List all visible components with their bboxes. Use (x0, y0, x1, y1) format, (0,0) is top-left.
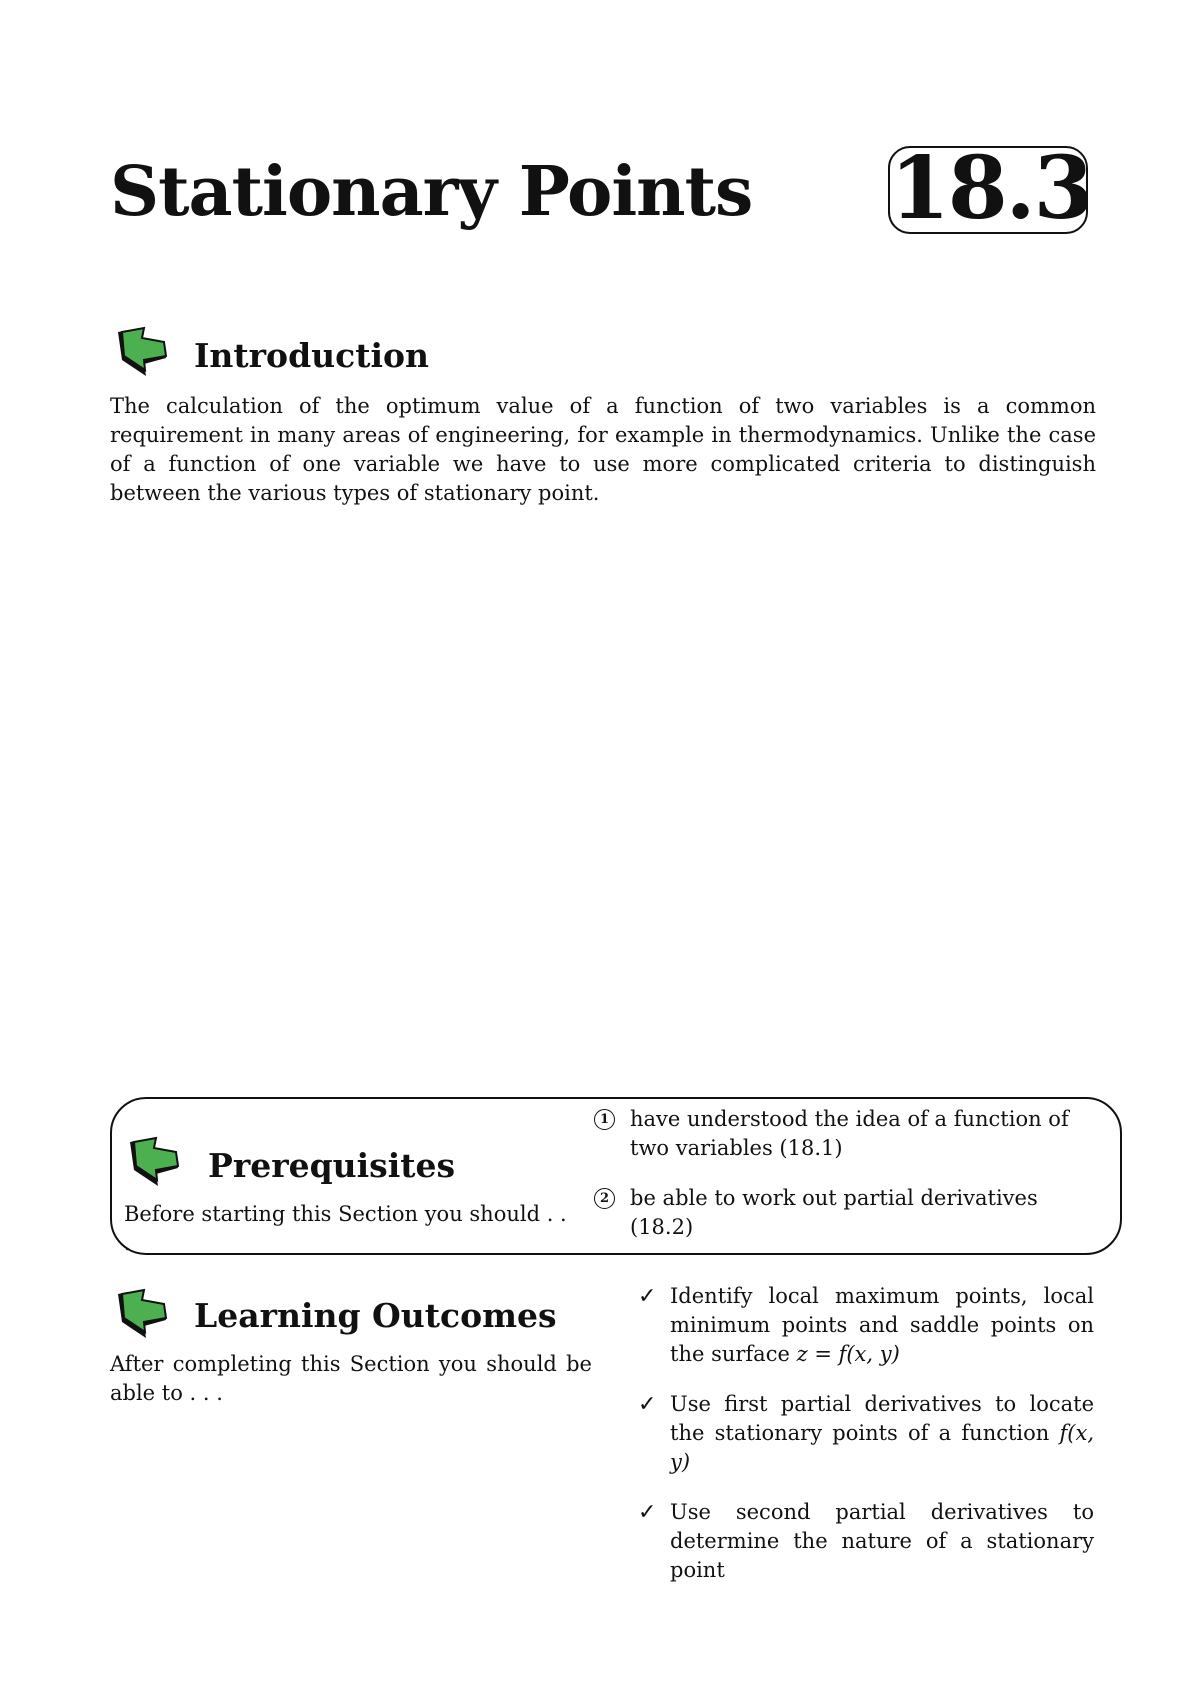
list-item (634, 1498, 1094, 1585)
check-icon: ✓ (638, 1284, 657, 1309)
introduction-heading: Introduction (194, 336, 430, 375)
prerequisite-text: be able to work out partial derivatives (18.2) (630, 1186, 1038, 1239)
signpost-icon (122, 1130, 186, 1194)
check-icon: ✓ (638, 1392, 657, 1417)
outcome-text: Use first partial derivatives to locate the stationary points of a function (670, 1392, 1094, 1445)
learning-outcomes-list (634, 1282, 1094, 1606)
prerequisites-list (594, 1105, 1094, 1263)
prerequisite-text: have understood the idea of a function of two variables (18.1) (630, 1107, 1069, 1160)
section-number-badge: 18.3 (890, 138, 1092, 239)
signpost-icon (110, 320, 174, 384)
signpost-icon (110, 1282, 174, 1346)
introduction-text: The calculation of the optimum value of a function of two variables is a common requirement in many areas of engineering, for example in thermodynamics. Unlike the case of a function of one variable we have to use more complicated criteria to distinguish between the various types of stationary point. (110, 394, 1096, 505)
learning-outcomes-lead: After completing this Section you should be able to . . . (110, 1352, 592, 1405)
outcome-math: z = f(x, y) (796, 1342, 900, 1366)
list-item (594, 1184, 1094, 1242)
outcome-math: f(x, y) (670, 1421, 1094, 1474)
list-item (634, 1282, 1094, 1369)
list-item (634, 1390, 1094, 1477)
outcome-text: Identify local maximum points, local minimum points and saddle points on the surface (670, 1284, 1094, 1366)
check-icon: ✓ (638, 1500, 657, 1525)
circled-number-icon: 1 (594, 1109, 615, 1130)
prerequisites-heading: Prerequisites (208, 1146, 456, 1185)
prerequisites-lead: Before starting this Section you should . . . (124, 1202, 567, 1255)
page-title: Stationary Points (110, 152, 753, 232)
learning-outcomes-heading: Learning Outcomes (194, 1296, 557, 1335)
circled-number-icon: 2 (594, 1188, 615, 1209)
list-item (594, 1105, 1094, 1163)
outcome-text: Use second partial derivatives to determine the nature of a stationary point (670, 1500, 1094, 1582)
